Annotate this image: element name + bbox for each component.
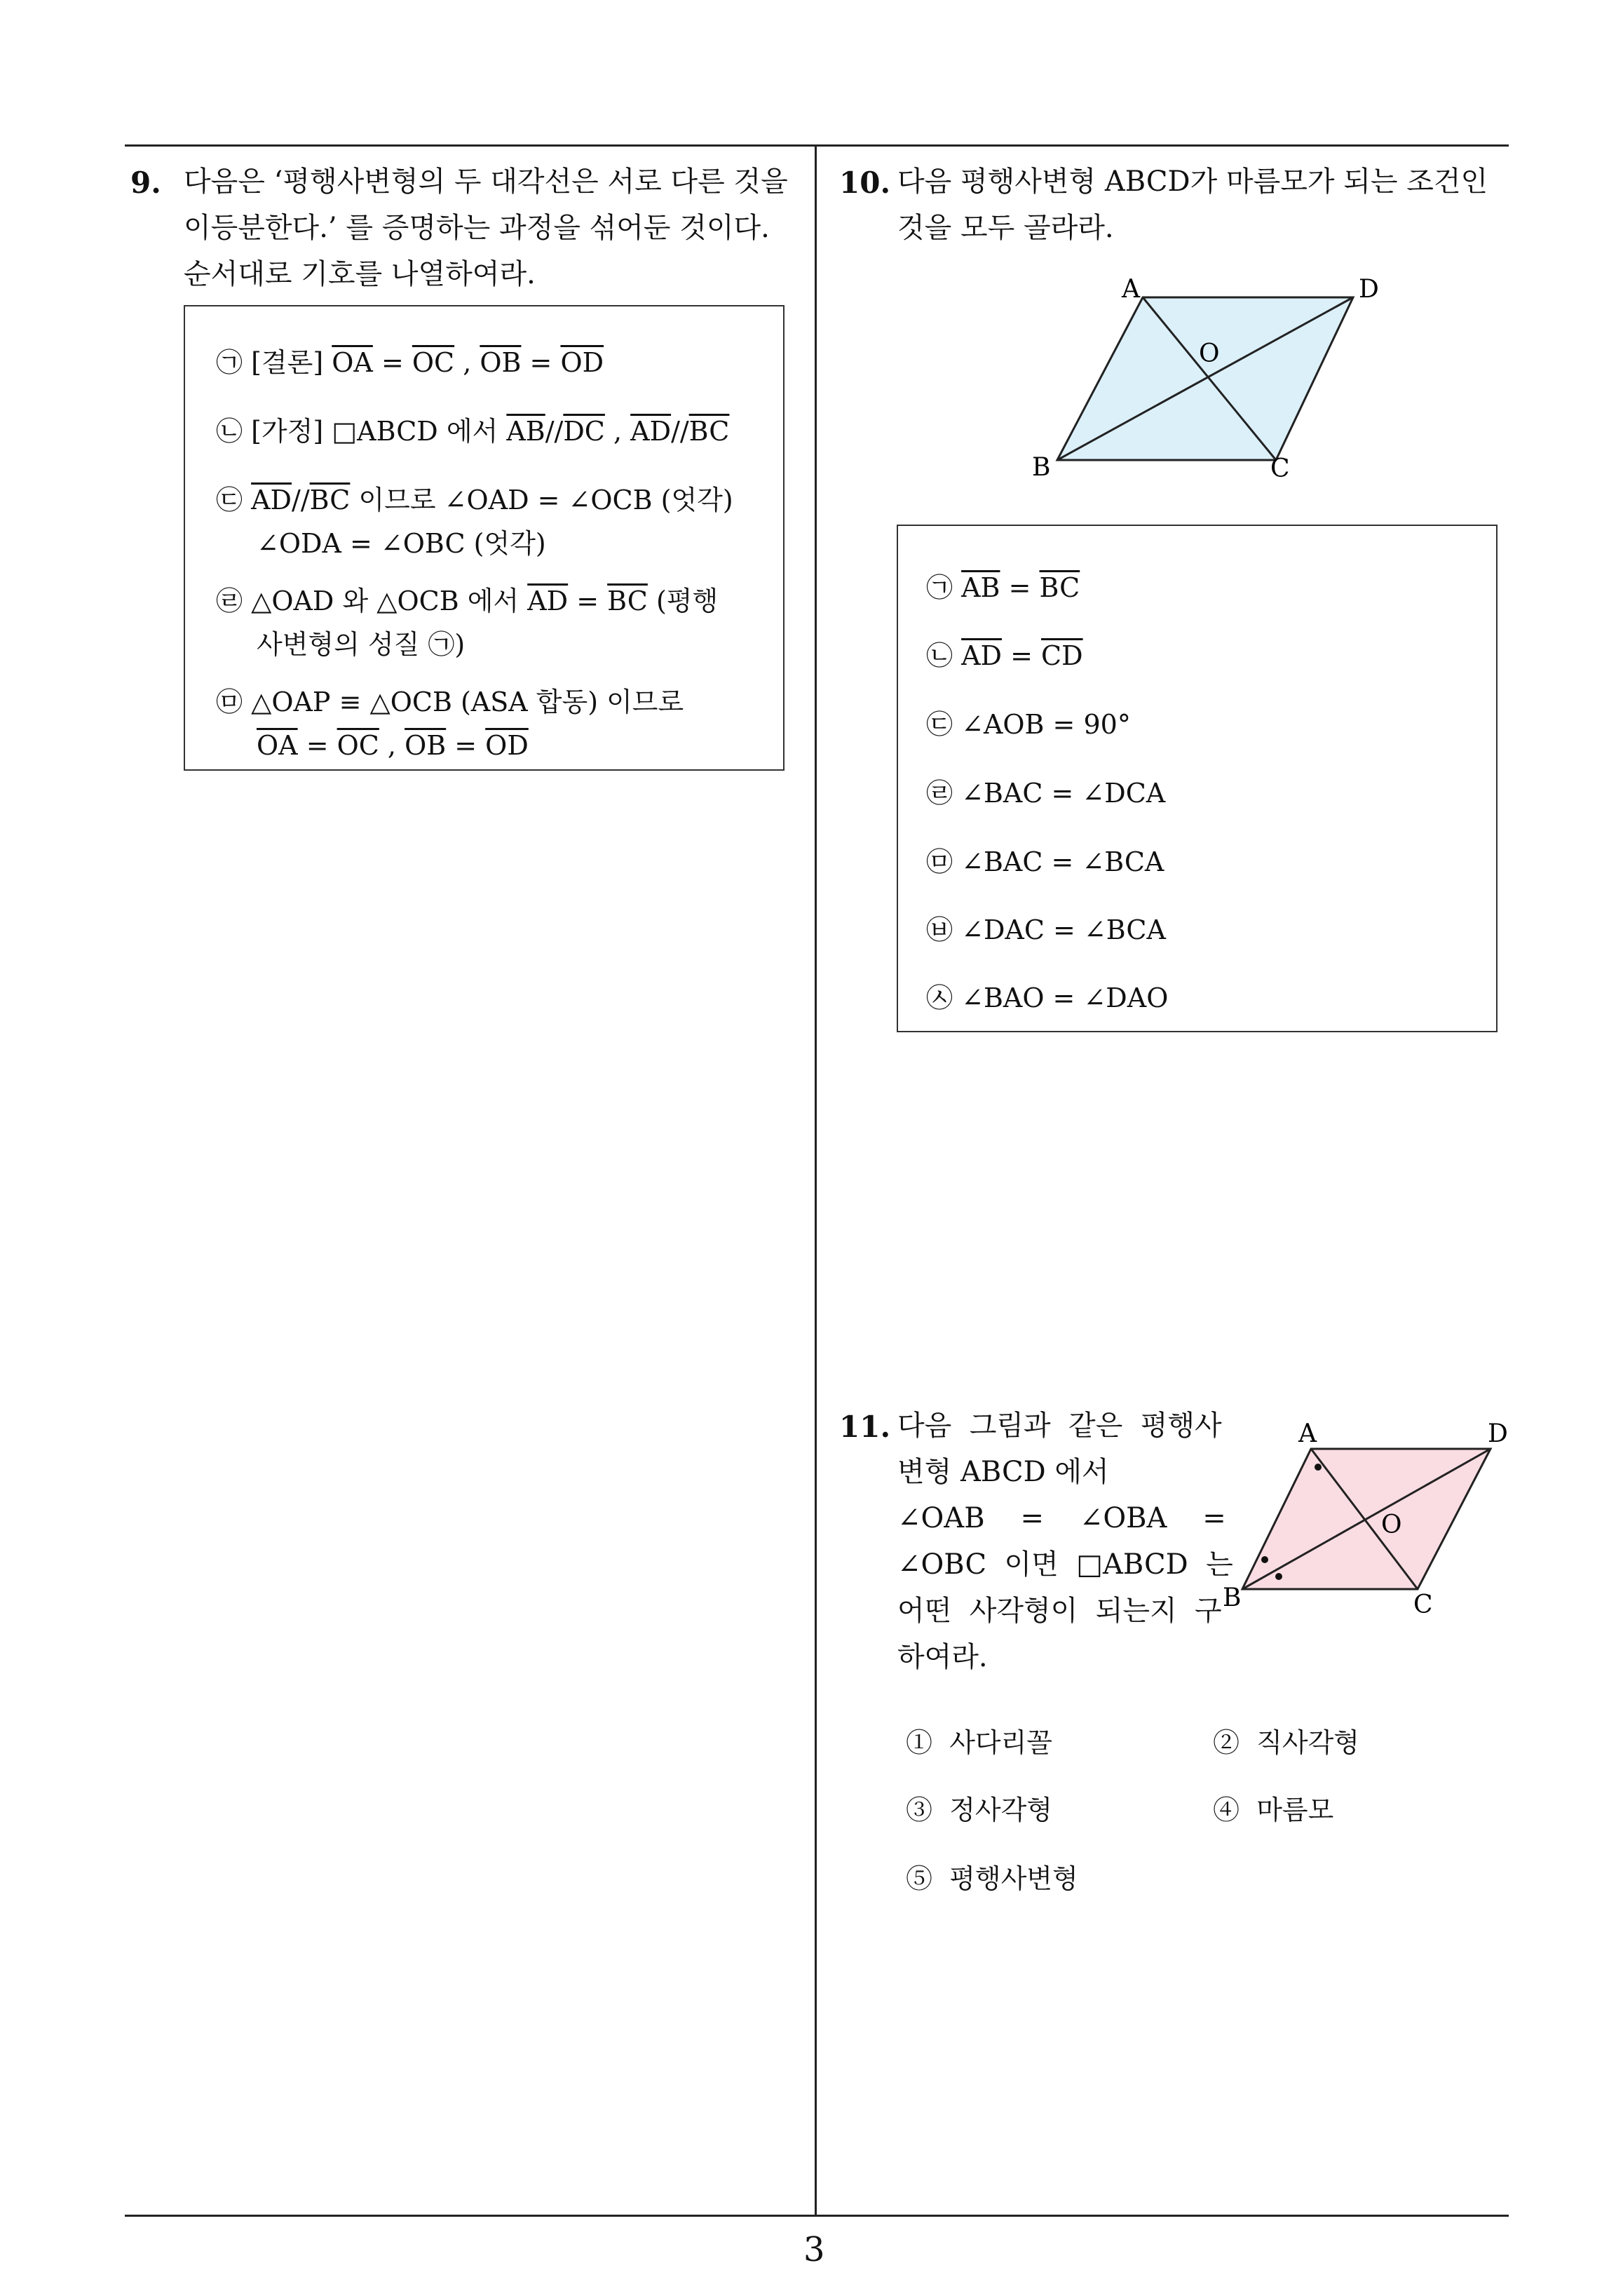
q9-item-3-mark: ㉢ (216, 485, 243, 515)
q11-choice-2[interactable]: ② 직사각형 (1213, 1727, 1360, 1758)
q11-label-o: O (1381, 1511, 1402, 1539)
q10-text: 다음 평행사변형 ABCD가 마름모가 되는 조건인 것을 모두 골라라. (897, 166, 1488, 244)
q11-line-5: 어떤 사각형이 되는지 구 (897, 1595, 1222, 1627)
q9-item-4-line2: 사변형의 성질 ㉠) (257, 629, 466, 660)
q10-item-7: ㉦ ∠BAO = ∠DAO (926, 982, 1169, 1013)
q10-conditions-box (897, 525, 1498, 1032)
column-divider (815, 144, 817, 2216)
q9-item-5-mark: ㉤ (216, 687, 243, 717)
q11-label-a: A (1298, 1419, 1317, 1448)
q11-label-c: C (1413, 1591, 1433, 1619)
q10-label-b: B (1032, 453, 1051, 482)
q11-line-1: 다음 그림과 같은 평행사 (897, 1410, 1222, 1442)
q10-item-1: ㉠ $\overline{AB} = \overline{BC}$ (926, 572, 1080, 603)
q9-item-2-mark: ㉡ (216, 416, 243, 447)
q11-choice-1[interactable]: ① 사다리꼴 (906, 1727, 1053, 1758)
q10-label-o: O (1199, 339, 1220, 368)
q9-item-3-line2: ∠ODA = ∠OBC (엇각) (257, 528, 546, 559)
q9-item-4: ㉣ △OAD 와 △OCB 에서 $\overline{AD} = \overline{BC}$ (평행 (216, 586, 719, 616)
q10-item-6: ㉥ ∠DAC = ∠BCA (926, 914, 1166, 945)
q11-line-3: ∠OAB = ∠OBA = (897, 1502, 1226, 1534)
q9-item-3: ㉢ $\overline{AD}//\overline{BC}$ 이므로 ∠OAD = ∠OCB (엇각) (216, 485, 733, 515)
q11-choice-5[interactable]: ⑤ 평행사변형 (906, 1863, 1078, 1894)
q11-angle-dot-b2 (1275, 1573, 1282, 1580)
q11-parallelogram-figure (1213, 1410, 1521, 1627)
q11-line-2: 변형 ABCD 에서 (897, 1456, 1109, 1488)
q11-angle-dot-b1 (1261, 1556, 1268, 1563)
q9-item-5-line2: $\overline{OA} = \overline{OC}$ , $\overline{OB} = \overline{OD}$ (257, 730, 529, 761)
q10-item-5: ㉤ ∠BAC = ∠BCA (926, 846, 1164, 877)
q10-label-c: C (1270, 454, 1290, 482)
q10-item-4: ㉣ ∠BAC = ∠DCA (926, 778, 1166, 809)
q9-number: 9. (130, 166, 161, 200)
q9-text: 다음은 ‘평행사변형의 두 대각선은 서로 다른 것을 이등분한다.’ 를 증명하는 과정을 섞어둔 것이다. 순서대로 기호를 나열하여라. (184, 166, 788, 290)
top-rule (125, 144, 1509, 147)
q11-number: 11. (839, 1410, 891, 1444)
q10-number: 10. (839, 166, 891, 200)
q11-line-4: ∠OBC 이면 □ABCD 는 (897, 1548, 1233, 1581)
q10-item-2: ㉡ $\overline{AD} = \overline{CD}$ (926, 640, 1083, 671)
q9-item-2: ㉡ [가정] □ABCD 에서 $\overline{AB}//\overline{DC}$ , $\overline{AD}//\overline{BC}$ (216, 416, 730, 447)
q11-label-d: D (1488, 1419, 1508, 1448)
q11-choice-3[interactable]: ③ 정사각형 (906, 1795, 1053, 1825)
q10-parallelogram-figure (1024, 272, 1402, 482)
q10-item-3: ㉢ ∠AOB = 90° (926, 709, 1131, 740)
page-number: 3 (803, 2230, 825, 2269)
q9-item-5: ㉤ △OAP ≡ △OCB (ASA 합동) 이므로 (216, 687, 684, 717)
q11-line-6: 하여라. (897, 1641, 988, 1673)
q11-label-b: B (1223, 1583, 1242, 1612)
q9-item-1: ㉠ [결론] $\overline{OA} = \overline{OC}$ , $\overline{OB} = \overline{OD}$ (216, 347, 604, 378)
bottom-rule (125, 2215, 1509, 2217)
q9-proof-box (184, 305, 785, 771)
q9-item-1-mark: ㉠ (216, 347, 243, 378)
q11-choice-4[interactable]: ④ 마름모 (1213, 1795, 1334, 1825)
q10-label-a: A (1122, 275, 1140, 304)
q10-label-d: D (1359, 275, 1379, 304)
q9-item-4-mark: ㉣ (216, 586, 243, 616)
q11-angle-dot-a (1315, 1464, 1322, 1471)
